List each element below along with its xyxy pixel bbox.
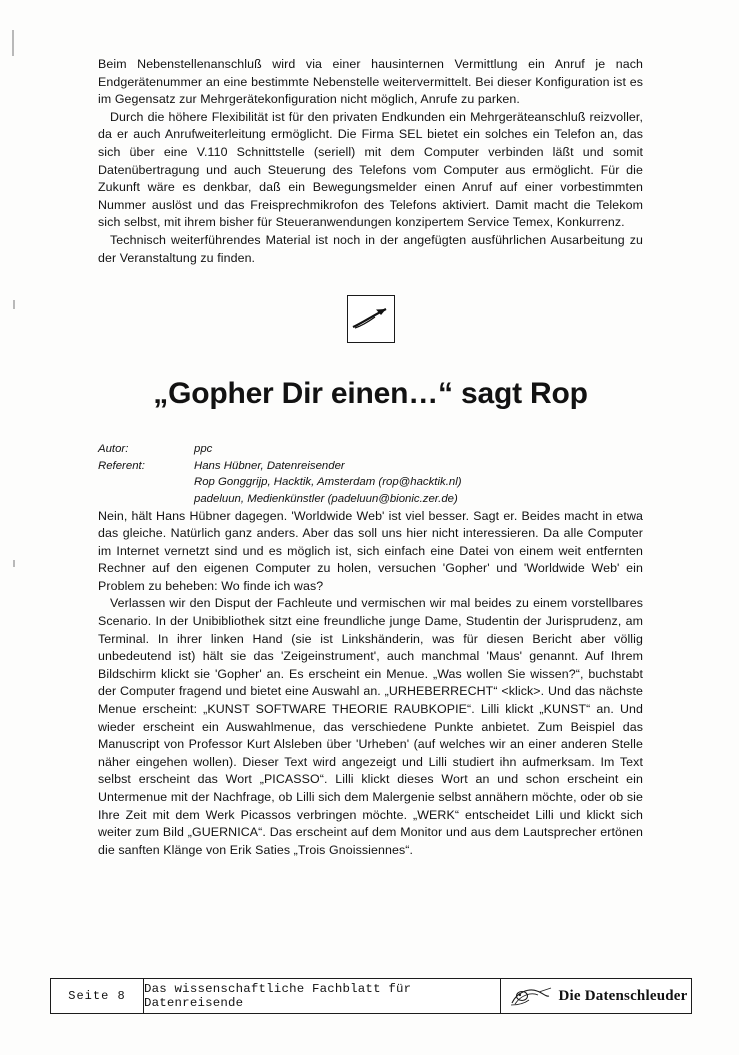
credit-label-referent: Referent:	[98, 459, 145, 472]
scan-artifact	[13, 300, 15, 309]
intro-paragraph-3: Technisch weiterführendes Material ist noch in der angefügten ausführlichen Ausarbeitung zu der Veranstaltung zu finden.	[98, 232, 643, 265]
page-footer	[50, 978, 692, 1014]
rat-logo-icon	[509, 983, 553, 1009]
glider-arrow-icon	[347, 295, 395, 343]
article-content	[98, 56, 643, 859]
credit-value-extra-1: Rop Gonggrijp, Hacktik, Amsterdam (rop@hacktik.nl)	[194, 476, 462, 489]
scan-artifact	[13, 560, 15, 567]
footer-brand-text: Die Datenschleuder	[558, 987, 688, 1004]
credit-value-author: ppc	[194, 443, 213, 456]
credit-value-referent: Hans Hübner, Datenreisender	[194, 459, 345, 472]
footer-tagline: Das wissenschaftliche Fachblatt für Datenreisende	[144, 979, 501, 1013]
body-paragraph-1: Nein, hält Hans Hübner dagegen. 'Worldwide Web' ist viel besser. Sagt er. Beides macht in etwa das gleiche. Natürlich ganz anders. Aber das soll uns hier nicht interessieren. Da alle Computer im Internet vernetzt sind und es möglich ist, sich einfach eine Datei von einem weit entfernten Rechner auf den eigenen Computer zu holen, versuchen 'Gopher' und 'Worldwide Web' ein Problem zu beheben: Wo finde ich was?	[98, 508, 643, 593]
credits-block	[98, 441, 643, 507]
footer-page-number: Seite 8	[51, 979, 144, 1013]
scan-artifact	[12, 30, 14, 56]
footer-brand	[501, 979, 691, 1013]
credit-label-author: Autor:	[98, 443, 129, 456]
intro-paragraph-1: Beim Nebenstellenanschluß wird via einer hausinternen Vermittlung ein Anruf je nach Endgerätenummer an eine bestimmte Nebenstelle weitervermittelt. Bei dieser Konfiguration ist es im Gegensatz zur Mehrgerätekonfiguration nicht möglich, Anrufe zu parken.	[98, 57, 643, 107]
page-title: „Gopher Dir einen…“ sagt Rop	[153, 377, 588, 411]
credit-row-author	[98, 441, 643, 458]
body-paragraph-2: Verlassen wir den Disput der Fachleute und vermischen wir mal beides zu einem vorstellbares Scenario. In der Unibibliothek sitzt eine freundliche junge Dame, Studentin der Jurisprudenz, am Terminal. In ihrer linken Hand (sie ist Linkshänderin, was für diesen Bericht aber völlig unbedeutend ist) hält sie das 'Zeigeinstrument', auch manchmal 'Maus' genannt. Auf Ihrem Bildschirm klickt sie 'Gopher' an. Es erscheint ein Menue. „Was wollen Sie wissen?“, buchstabt der Computer fragend und bietet eine Auswahl an. „URHEBERRECHT“ <klick>. Und das nächste Menue erscheint: „KUNST SOFTWARE THEORIE RAUBKOPIE“. Lilli klickt „KUNST“ an. Und wieder erscheint ein Auswahlmenue, das verschiedene Punkte anbietet. Zum Beispiel das Manuscript von Professor Kurt Alsleben über 'Urheben' (auf welches wir an einer anderen Stelle näher eingehen wollen). Dieser Text wird angezeigt und Lilli studiert ihn aufmerksam. Im Text selbst erscheint das Wort „PICASSO“. Lilli klickt dieses Wort an und schon erscheint ein Untermenue mit der Nachfrage, ob Lilli sich dem Malergenie selbst annähern möchte, oder ob sie Ihre Zeit mit dem Werk Picassos verbringen möchte. „WERK“ entscheidet Lilli und klickt sich weiter zum Bild „GUERNICA“. Das erscheint auf dem Monitor und aus dem Lautsprecher ertönen die sanften Klänge von Erik Saties „Trois Gnoissiennes“.	[98, 596, 643, 857]
credit-value-extra-2: padeluun, Medienkünstler (padeluun@bionic.zer.de)	[194, 492, 458, 505]
intro-paragraph-2: Durch die höhere Flexibilität ist für den privaten Endkunden ein Mehrgeräteanschluß reizvoller, da er auch Anrufweiterleitung ermöglicht. Die Firma SEL bietet ein solches ein Telefon an, das sich über eine V.110 Schnittstelle (seriell) mit dem Computer verbinden läßt und somit Datenübertragung und auch Steuerung des Telefons vom Computer aus ermöglicht. Für die Zukunft wäre es denkbar, daß ein Bewegungsmelder einen Anruf auf einer vorbestimmten Nummer auslöst und das Freisprechmikrofon des Telefons aktiviert. Damit macht die Telekom sich selbst, mit ihrem bisher für Steueranwendungen konzipertem Service Temex, Konkurrenz.	[98, 109, 643, 230]
credit-row-referent	[98, 458, 643, 475]
